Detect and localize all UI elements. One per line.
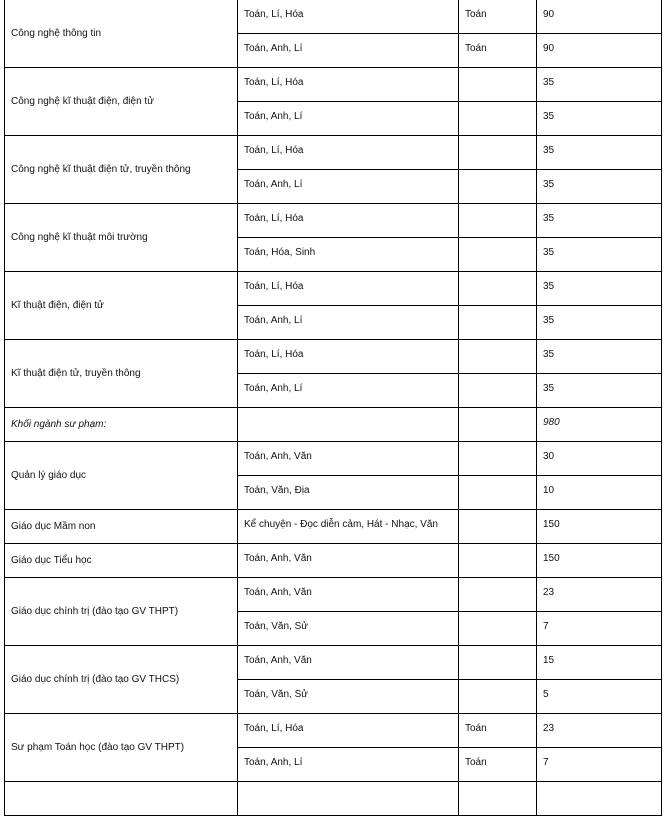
subject-combination: Toán, Anh, Lí — [244, 179, 303, 190]
program-name: Công nghệ kĩ thuật điện tử, truyền thông — [11, 164, 191, 175]
quota — [543, 782, 661, 790]
subject-combination: Toán, Anh, Văn — [244, 655, 312, 666]
main-subject — [465, 170, 536, 178]
main-subject-cell — [459, 340, 537, 374]
program-name: Kĩ thuật điện tử, truyền thông — [11, 368, 141, 379]
quota: 35 — [543, 281, 555, 292]
main-subject — [465, 102, 536, 110]
quota: 35 — [543, 111, 555, 122]
main-subject-cell — [459, 170, 537, 204]
main-subject-cell — [459, 238, 537, 272]
subject-combination-cell — [238, 238, 459, 272]
main-subject-cell — [459, 68, 537, 102]
quota: 980 — [543, 417, 560, 428]
program-name-cell — [5, 408, 238, 442]
program-name-cell — [5, 0, 238, 68]
quota-cell — [537, 272, 662, 306]
program-name-cell — [5, 714, 238, 782]
quota-cell — [537, 646, 662, 680]
quota-cell — [537, 306, 662, 340]
program-name-cell — [5, 204, 238, 272]
quota: 35 — [543, 77, 555, 88]
quota: 90 — [543, 43, 555, 54]
program-name: Quản lý giáo dục — [11, 470, 87, 481]
table-row — [5, 0, 662, 34]
main-subject: Toán — [465, 723, 487, 734]
quota-cell — [537, 510, 662, 544]
subject-combination-cell — [238, 374, 459, 408]
program-name: Giáo dục chính trị (đào tạo GV THCS) — [11, 674, 180, 685]
quota-cell — [537, 544, 662, 578]
quota-cell — [537, 374, 662, 408]
quota-cell — [537, 0, 662, 34]
subject-combination — [244, 782, 458, 790]
subject-combination-cell — [238, 272, 459, 306]
subject-combination: Toán, Lí, Hóa — [244, 281, 304, 292]
subject-combination-cell — [238, 612, 459, 646]
subject-combination: Toán, Anh, Lí — [244, 111, 303, 122]
quota: 90 — [543, 9, 555, 20]
table-row — [5, 646, 662, 680]
program-name: Kĩ thuật điện, điện tử — [11, 300, 104, 311]
main-subject — [465, 782, 536, 790]
main-subject — [465, 136, 536, 144]
subject-combination-cell — [238, 510, 459, 544]
quota: 35 — [543, 247, 555, 258]
quota-cell — [537, 170, 662, 204]
main-subject — [465, 374, 536, 382]
main-subject — [465, 510, 536, 518]
subject-combination: Toán, Anh, Văn — [244, 587, 312, 598]
quota-cell — [537, 340, 662, 374]
quota-cell — [537, 782, 662, 816]
main-subject-cell — [459, 748, 537, 782]
subject-combination: Toán, Lí, Hóa — [244, 77, 304, 88]
table-row — [5, 272, 662, 306]
program-name: Công nghệ kĩ thuật điện, điện tử — [11, 96, 154, 107]
subject-combination-cell — [238, 408, 459, 442]
main-subject — [465, 306, 536, 314]
quota-cell — [537, 578, 662, 612]
subject-combination-cell — [238, 748, 459, 782]
subject-combination-cell — [238, 714, 459, 748]
program-name: Giáo dục Tiểu học — [11, 555, 92, 566]
quota: 35 — [543, 315, 555, 326]
main-subject-cell — [459, 578, 537, 612]
subject-combination: Toán, Anh, Văn — [244, 553, 312, 564]
quota-cell — [537, 238, 662, 272]
main-subject — [465, 408, 536, 416]
subject-combination — [244, 408, 458, 416]
subject-combination: Toán, Anh, Lí — [244, 383, 303, 394]
table-row — [5, 204, 662, 238]
main-subject-cell — [459, 612, 537, 646]
program-name-cell — [5, 340, 238, 408]
quota: 5 — [543, 689, 549, 700]
program-name-cell — [5, 442, 238, 510]
quota: 23 — [543, 723, 555, 734]
subject-combination-cell — [238, 102, 459, 136]
subject-combination-cell — [238, 68, 459, 102]
subject-combination: Toán, Anh, Lí — [244, 757, 303, 768]
program-name: Công nghệ kĩ thuật môi trường — [11, 232, 148, 243]
main-subject-cell — [459, 0, 537, 34]
program-name-cell — [5, 544, 238, 578]
main-subject — [465, 612, 536, 620]
quota: 7 — [543, 621, 549, 632]
program-name-cell — [5, 136, 238, 204]
main-subject-cell — [459, 204, 537, 238]
subject-combination-cell — [238, 204, 459, 238]
program-name: Khối ngành sư phạm: — [11, 419, 107, 430]
subject-combination-cell — [238, 782, 459, 816]
quota-cell — [537, 714, 662, 748]
program-name-cell — [5, 68, 238, 136]
program-name: Công nghệ thông tin — [11, 28, 102, 39]
quota: 7 — [543, 757, 549, 768]
main-subject — [465, 204, 536, 212]
table-row — [5, 442, 662, 476]
quota-cell — [537, 102, 662, 136]
subject-combination: Toán, Văn, Sử — [244, 689, 308, 700]
main-subject-cell — [459, 374, 537, 408]
main-subject-cell — [459, 680, 537, 714]
subject-combination-cell — [238, 646, 459, 680]
subject-combination-cell — [238, 340, 459, 374]
main-subject — [465, 442, 536, 450]
quota-cell — [537, 612, 662, 646]
program-name: Giáo dục Mầm non — [11, 521, 96, 532]
subject-combination-cell — [238, 578, 459, 612]
subject-combination-cell — [238, 544, 459, 578]
subject-combination: Toán, Lí, Hóa — [244, 9, 304, 20]
subject-combination-cell — [238, 306, 459, 340]
quota: 150 — [543, 519, 560, 530]
main-subject — [465, 340, 536, 348]
main-subject-cell — [459, 646, 537, 680]
subject-combination: Toán, Anh, Văn — [244, 451, 312, 462]
subject-combination-cell — [238, 170, 459, 204]
table-row — [5, 136, 662, 170]
main-subject-cell — [459, 34, 537, 68]
main-subject: Toán — [465, 757, 487, 768]
program-name: Giáo dục chính trị (đào tạo GV THPT) — [11, 606, 179, 617]
quota: 10 — [543, 485, 555, 496]
quota-cell — [537, 408, 662, 442]
subject-combination: Toán, Anh, Lí — [244, 43, 303, 54]
main-subject-cell — [459, 544, 537, 578]
subject-combination: Toán, Lí, Hóa — [244, 349, 304, 360]
main-subject — [465, 68, 536, 76]
main-subject: Toán — [465, 9, 487, 20]
quota: 15 — [543, 655, 555, 666]
program-name: Sư phạm Toán học (đào tạo GV THPT) — [11, 742, 185, 753]
quota-cell — [537, 680, 662, 714]
main-subject — [465, 476, 536, 484]
quota: 35 — [543, 145, 555, 156]
quota-cell — [537, 68, 662, 102]
quota-cell — [537, 34, 662, 68]
subject-combination: Toán, Văn, Sử — [244, 621, 308, 632]
quota-cell — [537, 136, 662, 170]
main-subject — [465, 238, 536, 246]
table-row — [5, 68, 662, 102]
table-row — [5, 544, 662, 578]
subject-combination-cell — [238, 136, 459, 170]
main-subject — [465, 680, 536, 688]
main-subject-cell — [459, 136, 537, 170]
quota: 150 — [543, 553, 560, 564]
program-name-cell — [5, 272, 238, 340]
table-row — [5, 340, 662, 374]
subject-combination: Toán, Văn, Địa — [244, 485, 310, 496]
program-name-cell — [5, 578, 238, 646]
admissions-table — [4, 0, 662, 816]
subject-combination: Toán, Anh, Lí — [244, 315, 303, 326]
subject-combination-cell — [238, 476, 459, 510]
main-subject-cell — [459, 714, 537, 748]
main-subject-cell — [459, 782, 537, 816]
main-subject — [465, 272, 536, 280]
quota-cell — [537, 204, 662, 238]
main-subject — [465, 646, 536, 654]
quota: 35 — [543, 349, 555, 360]
quota: 30 — [543, 451, 555, 462]
main-subject-cell — [459, 510, 537, 544]
subject-combination: Toán, Lí, Hóa — [244, 723, 304, 734]
main-subject-cell — [459, 306, 537, 340]
main-subject-cell — [459, 408, 537, 442]
program-name-cell — [5, 782, 238, 816]
main-subject-cell — [459, 102, 537, 136]
subject-combination: Toán, Lí, Hóa — [244, 145, 304, 156]
quota: 35 — [543, 179, 555, 190]
main-subject-cell — [459, 476, 537, 510]
admissions-table-container — [4, 0, 662, 816]
main-subject — [465, 578, 536, 586]
table-row — [5, 510, 662, 544]
quota: 35 — [543, 213, 555, 224]
subject-combination-cell — [238, 680, 459, 714]
subject-combination-cell — [238, 34, 459, 68]
main-subject — [465, 544, 536, 552]
subject-combination: Kể chuyện - Đọc diễn cảm, Hát - Nhạc, Văn — [244, 519, 438, 530]
subject-combination: Toán, Hóa, Sinh — [244, 247, 316, 258]
table-body — [5, 0, 662, 816]
quota: 23 — [543, 587, 555, 598]
quota-cell — [537, 748, 662, 782]
quota-cell — [537, 442, 662, 476]
quota-cell — [537, 476, 662, 510]
quota: 35 — [543, 383, 555, 394]
main-subject-cell — [459, 272, 537, 306]
subject-combination-cell — [238, 0, 459, 34]
main-subject: Toán — [465, 43, 487, 54]
table-row — [5, 408, 662, 442]
program-name-cell — [5, 510, 238, 544]
table-row — [5, 714, 662, 748]
table-row — [5, 782, 662, 816]
main-subject-cell — [459, 442, 537, 476]
program-name-cell — [5, 646, 238, 714]
subject-combination: Toán, Lí, Hóa — [244, 213, 304, 224]
table-row — [5, 578, 662, 612]
subject-combination-cell — [238, 442, 459, 476]
